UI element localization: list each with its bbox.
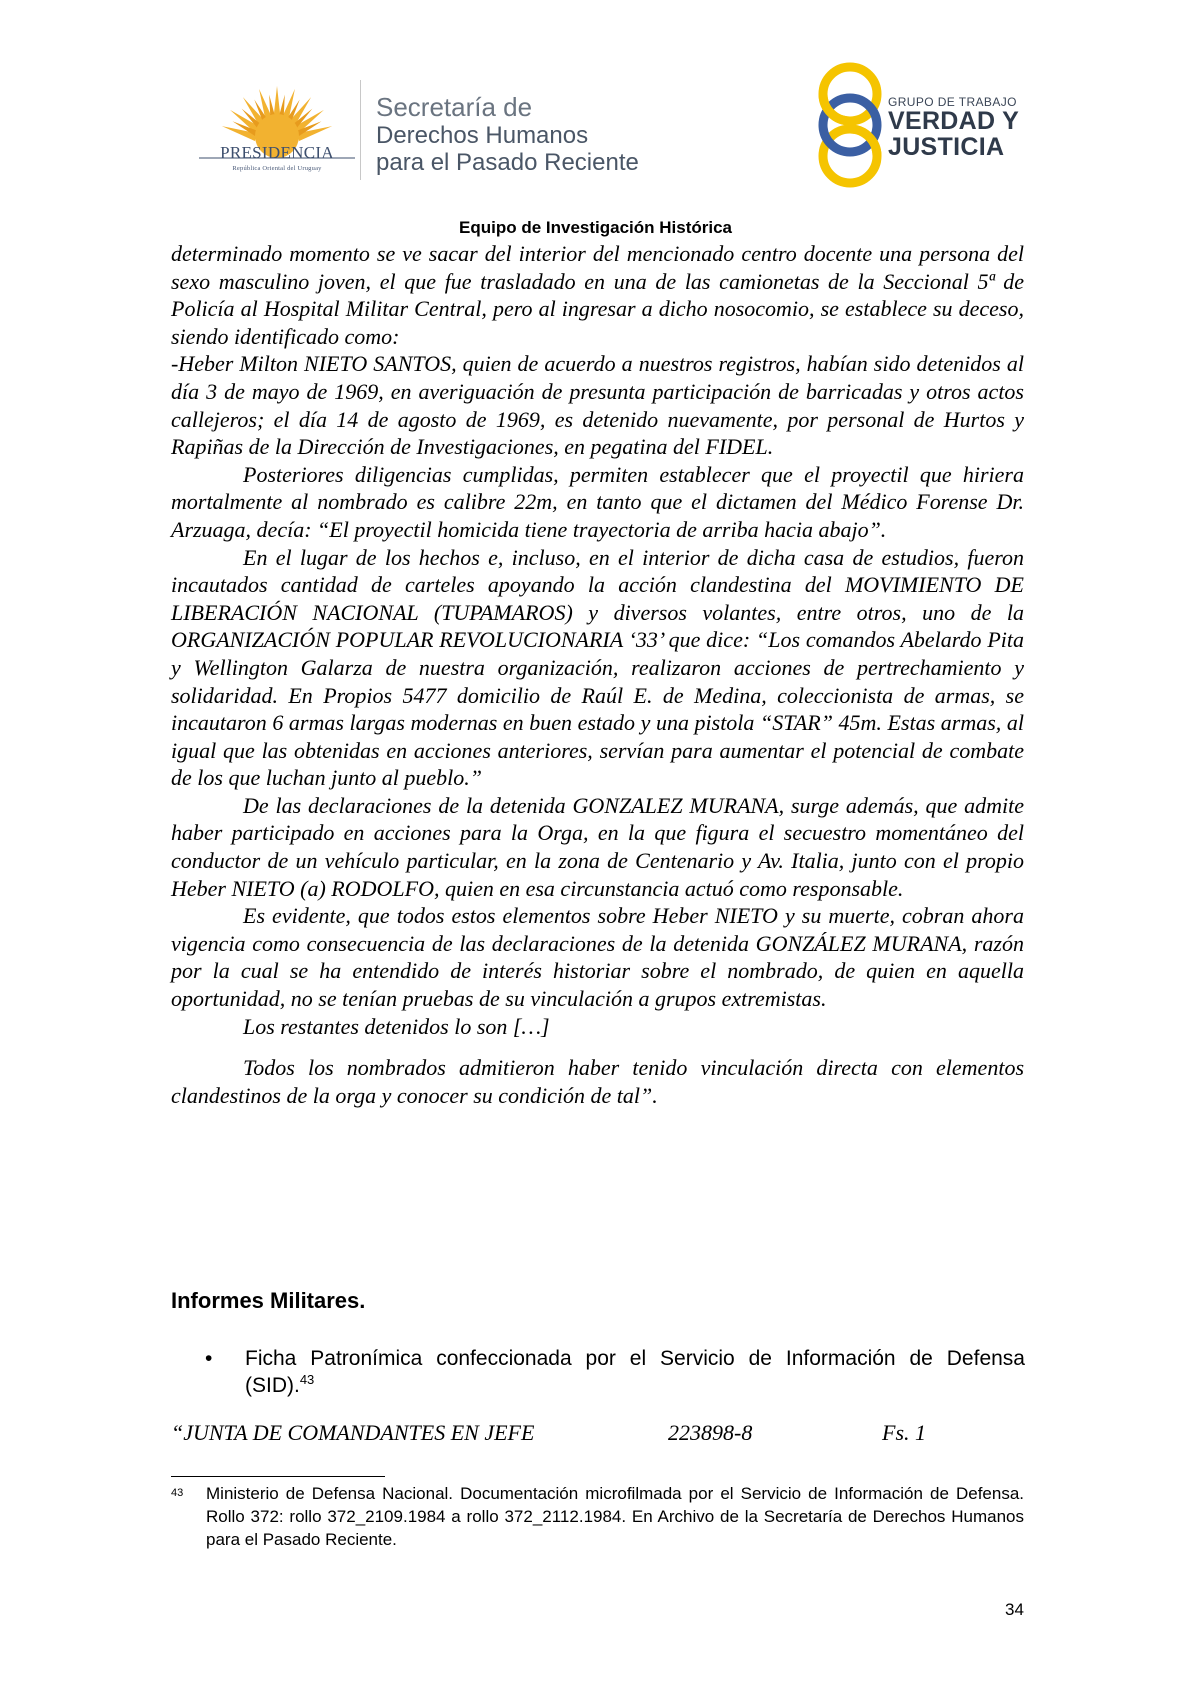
header-divider (360, 80, 361, 180)
secretaria-line-2: Derechos Humanos (376, 122, 589, 149)
bullet-symbol: • (205, 1347, 213, 1370)
paragraph: En el lugar de los hechos e, incluso, en el interior de dicha casa de estudios, fueron incautados cantidad de carteles apoyando la acción clandestina del MOVIMIENTO DE LIBERACIÓN NACIONAL (TUPAMAROS) y diversos volantes, entre otros, uno de la ORGANIZACIÓN POPULAR REVOLUCIONARIA ‘33’ que dice: “Los comandos Abelardo Pita y Wellington Galarza de nuestra organización, realizaron acciones de pertrechamiento y solidaridad. En Propios 5477 domicilio de Raúl E. de Medina, coleccionista de armas, se incautaron 6 armas largas modernas en buen estado y una pistola “STAR” 45m. Estas armas, al igual que las obtenidas en acciones anteriores, servían para aumentar el potencial de combate de los que luchan junto al pueblo.” (171, 544, 1024, 791)
footnote-ref[interactable]: 43 (299, 1372, 315, 1387)
footnote-rule (171, 1476, 385, 1477)
paragraph: Todos los nombrados admitieron haber tenido vinculación directa con elementos clandestinos de la orga y conocer su condición de tal”. (171, 1055, 1024, 1108)
footnote-number: 43 (171, 1487, 184, 1499)
secretaria-line-1: Secretaría de (376, 92, 533, 122)
ficha-number: 223898-8 (668, 1420, 753, 1445)
paragraph: Posteriores diligencias cumplidas, permiten establecer que el proyectil que hiriera mortalmente al nombrado es calibre 22m, en tanto que el dictamen del Médico Forense Dr. Arzuaga, decía: “El proyectil homicida tiene trayectoria de arriba hacia abajo”. (171, 461, 1024, 542)
verdad-justicia-name (888, 95, 1019, 160)
secretaria-name (376, 92, 639, 176)
ficha-folio: Fs. 1 (882, 1420, 926, 1445)
page-number: 34 (1005, 1600, 1024, 1619)
paragraph: -Heber Milton NIETO SANTOS, quien de acuerdo a nuestros registros, habían sido detenidos al día 3 de mayo de 1969, en averiguación de presunta participación de barricadas y otros actos callejeros; el día 14 de agosto de 1969, es detenido nuevamente, por personal de Hurtos y Rapiñas de la Dirección de Investigaciones, en pegatina del FIDEL. (171, 351, 1024, 460)
bullet-text: Ficha Patronímica confeccionada por el Servicio de Información de Defensa (SID). (245, 1347, 1025, 1397)
paragraph: Los restantes detenidos lo son […] (243, 1013, 550, 1039)
body-text (171, 240, 1024, 1109)
footnote-text: Ministerio de Defensa Nacional. Documentación microfilmada por el Servicio de Información de Defensa. Rollo 372: rollo 372_2109.1984 a rollo 372_2112.1984. En Archivo de la Secretaría de Derechos Humanos para el Pasado Reciente. (206, 1484, 1024, 1549)
paragraph: De las declaraciones de la detenida GONZALEZ MURANA, surge además, que admite haber participado en acciones para la Orga, en la que figura el secuestro momentáneo del conductor de un vehículo particular, en la zona de Centenario y Av. Italia, junto con el propio Heber NIETO (a) RODOLFO, quien en esa circunstancia actuó como responsable. (171, 792, 1024, 901)
page-header (0, 0, 1191, 230)
paragraph: Es evidente, que todos estos elementos sobre Heber NIETO y su muerte, cobran ahora vigencia como consecuencia de las declaraciones de la detenida GONZÁLEZ MURANA, razón por la cual se ha entendido de interés historiar sobre el nombrado, de quien en aquella oportunidad, no se tenían pruebas de su vinculación a grupos extremistas. (171, 903, 1024, 1012)
presidencia-sun-icon (196, 82, 358, 178)
grupo-line-2: VERDAD Y (888, 107, 1020, 135)
bullet-text-wrap (245, 1345, 1025, 1399)
paragraph: determinado momento se ve sacar del interior del mencionado centro docente una persona del sexo masculino joven, el que fue trasladado en una de las camionetas de la Seccional 5ª de Policía al Hospital Militar Central, pero al ingresar a dicho nosocomio, se establece su deceso, siendo identificado como: (171, 241, 1024, 349)
secretaria-line-3: para el Pasado Reciente (376, 149, 639, 176)
team-title: Equipo de Investigación Histórica (459, 218, 732, 237)
grupo-line-1: GRUPO DE TRABAJO (888, 95, 1017, 109)
grupo-line-3: JUSTICIA (888, 133, 1005, 161)
presidencia-title: PRESIDENCIA (220, 143, 334, 162)
verdad-justicia-rings-icon (812, 62, 888, 188)
ficha-heading: “JUNTA DE COMANDANTES EN JEFE (171, 1420, 535, 1445)
presidencia-subtitle: República Oriental del Uruguay (232, 165, 322, 172)
section-title: Informes Militares. (171, 1288, 366, 1313)
